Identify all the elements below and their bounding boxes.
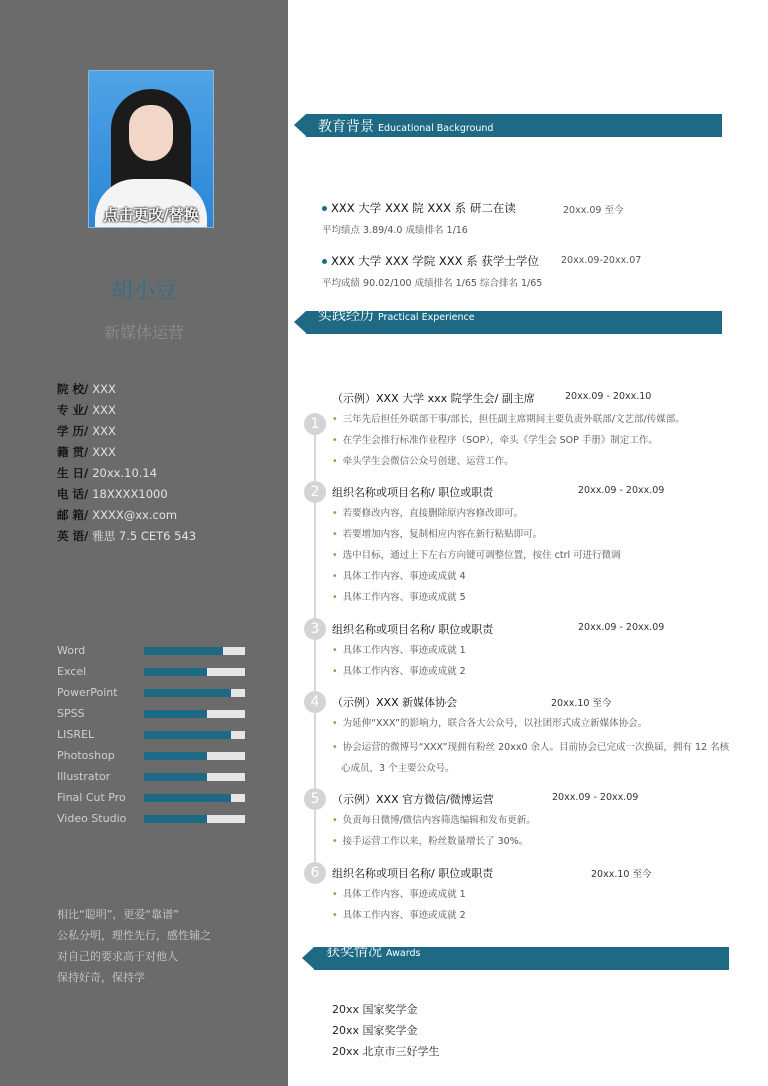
award-item: 20xx 北京市三好学生 (332, 1045, 440, 1058)
skill-row (57, 727, 257, 748)
experience-bullet: • 为延伸“XXX”的影响力，联合各大公众号，以社团形式成立新媒体协会。 (332, 718, 648, 729)
skill-bar (144, 647, 245, 655)
info-row: 英 语/ 雅思 7.5 CET6 543 (57, 529, 197, 543)
section-subtitle: Educational Background (378, 123, 494, 134)
education-school: XXX 大学 XXX 院 XXX 系 研二在读 (322, 200, 516, 216)
experience-title: 组织名称或项目名称/ 职位或职责 (332, 486, 494, 499)
skill-bar (144, 752, 245, 760)
education-date: 20xx.09-20xx.07 (561, 255, 642, 266)
job-title: 新媒体运营 (103, 323, 184, 342)
info-row: 学 历/ XXX (57, 424, 116, 438)
bullet-icon (322, 259, 327, 264)
experience-bullet: • 负责每日微博/微信内容筛选编辑和发布更新。 (332, 815, 536, 826)
info-row: 专 业/ XXX (57, 403, 116, 417)
info-key: 院 校 (57, 382, 85, 396)
experience-title: 组织名称或项目名称/ 职位或职责 (332, 867, 494, 880)
info-value: XXXX@xx.com (92, 508, 178, 522)
section-title: 获奖情况 (326, 944, 382, 960)
step-number: 3 (304, 618, 326, 640)
skill-bar-fill (144, 668, 207, 676)
skill-bar-fill (144, 731, 231, 739)
experience-bullet: • 具体工作内容、事迹或成就 1 (332, 889, 466, 900)
skill-row (57, 811, 257, 832)
info-value: XXX (92, 403, 116, 417)
info-key: 邮 箱 (57, 508, 85, 522)
info-value: 20xx.10.14 (92, 466, 158, 480)
info-row: 邮 箱/ XXXX@xx.com (57, 508, 178, 522)
skill-name: LISREL (57, 728, 95, 741)
skill-row (57, 664, 257, 685)
info-key: 英 语 (57, 529, 85, 543)
skill-bar-fill (144, 752, 207, 760)
sidebar (0, 0, 288, 1086)
experience-bullet: • 接手运营工作以来，粉丝数量增长了 30%。 (332, 836, 529, 847)
skill-name: Illustrator (57, 770, 111, 783)
education-date: 20xx.09 至今 (563, 205, 624, 216)
skill-row (57, 748, 257, 769)
profile-photo[interactable] (88, 70, 214, 228)
motto-line: 保持好奇，保持学 (57, 971, 145, 984)
info-key: 生 日 (57, 466, 85, 480)
experience-bullet: • 若要修改内容，直接删除原内容修改即可。 (332, 508, 524, 519)
skill-bar-fill (144, 689, 231, 697)
info-row: 院 校/ XXX (57, 382, 116, 396)
experience-bullet: • 具体工作内容、事迹或成就 5 (332, 592, 466, 603)
step-number: 4 (304, 691, 326, 713)
skill-bar-fill (144, 815, 207, 823)
experience-date: 20xx.09 - 20xx.09 (578, 485, 665, 496)
award-item: 20xx 国家奖学金 (332, 1003, 418, 1016)
experience-bullet: • 具体工作内容、事迹或成就 1 (332, 645, 466, 656)
skill-bar (144, 689, 245, 697)
skill-name: Video Studio (57, 812, 127, 825)
section-header-education (306, 114, 722, 137)
experience-title: （示例）XXX 大学 xxx 院学生会/ 副主席 (332, 392, 535, 405)
education-detail: 平均绩点 3.89/4.0 成绩排名 1/16 (322, 225, 468, 236)
info-key: 学 历 (57, 424, 85, 438)
section-header-awards (314, 944, 729, 970)
info-value: XXX (92, 424, 116, 438)
info-row: 籍 贯/ XXX (57, 445, 116, 459)
skill-row (57, 685, 257, 706)
experience-bullet: • 选中目标，通过上下左右方向键可调整位置，按住 ctrl 可进行微调 (332, 550, 621, 561)
motto-line: 对自己的要求高于对他人 (57, 950, 178, 963)
section-title: 教育背景 (318, 119, 374, 135)
skills-list (57, 643, 257, 832)
section-title: 实践经历 (318, 308, 374, 324)
skill-row (57, 643, 257, 664)
skill-name: SPSS (57, 707, 85, 720)
skill-bar (144, 794, 245, 802)
info-key: 专 业 (57, 403, 85, 417)
section-subtitle: Practical Experience (378, 312, 475, 323)
experience-bullet: • 具体工作内容、事迹或成就 4 (332, 571, 466, 582)
experience-date: 20xx.10 至今 (591, 869, 652, 880)
skill-bar (144, 710, 245, 718)
experience-bullet-continued: 心成员，3 个主要公众号。 (341, 763, 455, 774)
section-header-experience (306, 308, 722, 334)
experience-title: （示例）XXX 新媒体协会 (332, 696, 458, 709)
experience-date: 20xx.09 - 20xx.10 (565, 391, 652, 402)
bullet-icon (322, 206, 327, 211)
step-number: 1 (304, 413, 326, 435)
experience-bullet: • 具体工作内容、事迹或成就 2 (332, 910, 466, 921)
skill-bar-fill (144, 773, 207, 781)
education-school: XXX 大学 XXX 学院 XXX 系 获学士学位 (322, 253, 539, 269)
personal-info (57, 379, 196, 547)
motto (57, 904, 211, 988)
info-value: XXX (92, 445, 116, 459)
experience-bullet: • 三年先后担任外联部干事/部长，担任副主席期间主要负责外联部/文艺部/传媒部。 (332, 414, 685, 425)
info-value: 雅思 7.5 CET6 543 (92, 529, 197, 543)
info-row: 电 话/ 18XXXX1000 (57, 487, 168, 501)
skill-bar (144, 815, 245, 823)
skill-row (57, 769, 257, 790)
photo-caption[interactable]: 点击更改/替换 (103, 206, 199, 224)
experience-date: 20xx.09 - 20xx.09 (552, 792, 639, 803)
skill-row (57, 790, 257, 811)
skill-bar-fill (144, 794, 231, 802)
skill-name: Final Cut Pro (57, 791, 126, 804)
section-subtitle: Awards (386, 948, 421, 959)
experience-bullet: • 协会运营的微博号“XXX”现拥有粉丝 20xx0 余人。目前协会已完成一次换届，拥有 12 名核 (332, 742, 730, 753)
experience-bullet: • 若要增加内容，复制相应内容在新行粘贴即可。 (332, 529, 543, 540)
skill-bar-fill (144, 710, 207, 718)
skill-name: Word (57, 644, 86, 657)
experience-title: 组织名称或项目名称/ 职位或职责 (332, 623, 494, 636)
experience-date: 20xx.10 至今 (551, 698, 612, 709)
skill-name: Photoshop (57, 749, 115, 762)
education-detail: 平均成绩 90.02/100 成绩排名 1/65 综合排名 1/65 (322, 278, 543, 289)
skill-row (57, 706, 257, 727)
skill-name: Excel (57, 665, 87, 678)
skill-bar (144, 773, 245, 781)
info-value: XXX (92, 382, 116, 396)
info-row: 生 日/ 20xx.10.14 (57, 466, 158, 480)
motto-line: 相比“聪明”，更爱“靠谱” (57, 908, 179, 921)
info-key: 籍 贯 (57, 445, 85, 459)
skill-name: PowerPoint (57, 686, 118, 699)
step-number: 6 (304, 862, 326, 884)
step-number: 2 (304, 481, 326, 503)
experience-bullet: • 在学生会推行标准作业程序（SOP），牵头《学生会 SOP 手册》制定工作。 (332, 435, 658, 446)
experience-bullet: • 牵头学生会微信公众号创建、运营工作。 (332, 456, 514, 467)
skill-bar (144, 731, 245, 739)
step-number: 5 (304, 788, 326, 810)
skill-bar (144, 668, 245, 676)
person-name: 胡小豆 (110, 279, 177, 304)
experience-bullet: • 具体工作内容、事迹或成就 2 (332, 666, 466, 677)
experience-title: （示例）XXX 官方微信/微博运营 (332, 793, 494, 806)
experience-date: 20xx.09 - 20xx.09 (578, 622, 665, 633)
skill-bar-fill (144, 647, 223, 655)
award-item: 20xx 国家奖学金 (332, 1024, 418, 1037)
photo-face (129, 105, 173, 161)
motto-line: 公私分明，理性先行，感性辅之 (57, 929, 211, 942)
info-value: 18XXXX1000 (92, 487, 168, 501)
info-key: 电 话 (57, 487, 85, 501)
